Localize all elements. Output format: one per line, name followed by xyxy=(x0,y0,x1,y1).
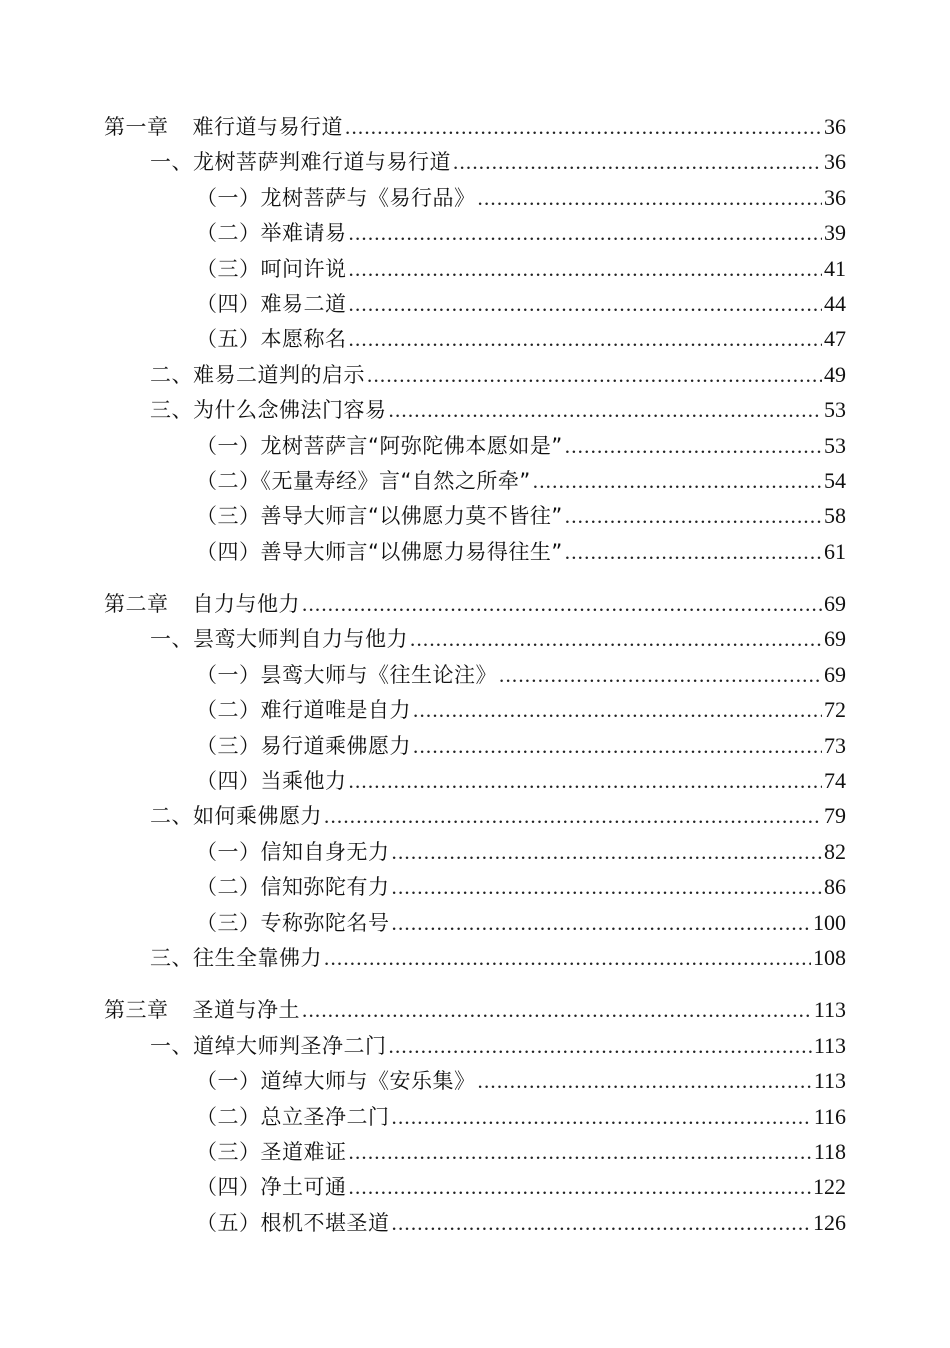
toc-entry-title xyxy=(196,1170,347,1205)
toc-subsection-entry xyxy=(0,1063,950,1098)
dot-leader xyxy=(478,1064,812,1099)
dot-leader xyxy=(413,729,822,764)
toc-entry-text: （三）呵问许说 xyxy=(196,256,347,281)
toc-page-number: 41 xyxy=(824,255,846,281)
toc-entry-title xyxy=(104,993,300,1028)
toc-entry-title xyxy=(196,1064,476,1099)
toc-page-number: 69 xyxy=(824,626,846,652)
toc-subsection-entry xyxy=(0,498,950,533)
toc-entry-title xyxy=(104,110,343,145)
toc-subsection-entry xyxy=(0,215,950,250)
toc-page-number: 74 xyxy=(824,768,846,794)
toc-entry-text: 三、往生全靠佛力 xyxy=(150,945,322,970)
toc-entry-text: 一、道绰大师判圣净二门 xyxy=(150,1033,387,1058)
toc-entry-title xyxy=(196,287,347,322)
toc-entry-title xyxy=(196,729,411,764)
dot-leader xyxy=(367,358,822,393)
toc-page-number: 69 xyxy=(824,591,846,617)
toc-entry-title xyxy=(150,393,387,428)
toc-entry-title xyxy=(150,145,451,180)
toc-page-number: 54 xyxy=(824,467,846,493)
toc-entry-text: 一、昙鸾大师判自力与他力 xyxy=(150,627,408,652)
toc-chapter-entry xyxy=(0,586,950,621)
toc-entry-title xyxy=(196,835,390,870)
dot-leader xyxy=(392,1206,812,1241)
toc-page-number: 100 xyxy=(813,909,846,935)
toc-page-number: 118 xyxy=(813,1138,846,1164)
dot-leader xyxy=(410,622,822,657)
toc-entry-text: （一）龙树菩萨与《易行品》 xyxy=(196,185,476,210)
toc-entry-text: （二）难行道唯是自力 xyxy=(196,698,411,723)
dot-leader xyxy=(392,870,823,905)
toc-subsection-entry xyxy=(0,905,950,940)
toc-entry-text: 一、龙树菩萨判难行道与易行道 xyxy=(150,150,451,175)
toc-page-number: 113 xyxy=(813,997,846,1023)
toc-entry-text: （三）易行道乘佛愿力 xyxy=(196,733,411,758)
toc-entry-text: 二、难易二道判的启示 xyxy=(150,362,365,387)
toc-entry-text: （四）当乘他力 xyxy=(196,769,347,794)
toc-subsection-entry xyxy=(0,180,950,215)
toc-entry-text: （三）圣道难证 xyxy=(196,1139,347,1164)
toc-entry-title xyxy=(196,906,390,941)
dot-leader xyxy=(302,993,812,1028)
toc-entry-title xyxy=(196,870,390,905)
toc-entry-text: （一）信知自身无力 xyxy=(196,839,390,864)
toc-section-entry xyxy=(0,940,950,975)
dot-leader xyxy=(453,145,822,180)
toc-entry-text: （五）本愿称名 xyxy=(196,327,347,352)
toc-entry-title xyxy=(196,1206,390,1241)
toc-subsection-entry xyxy=(0,692,950,727)
dot-leader xyxy=(389,1029,812,1064)
dot-leader xyxy=(349,252,823,287)
toc-entry-text: （三）善导大师言“以佛愿力莫不皆往” xyxy=(196,504,563,529)
dot-leader xyxy=(392,1100,812,1135)
toc-subsection-entry xyxy=(0,428,950,463)
toc-chapter-number: 第三章 xyxy=(104,998,169,1023)
toc-entry-text: （一）昙鸾大师与《往生论注》 xyxy=(196,662,497,687)
toc-subsection-entry xyxy=(0,463,950,498)
toc-entry-title xyxy=(196,1135,347,1170)
toc-page-number: 113 xyxy=(813,1032,846,1058)
toc-page-number: 72 xyxy=(824,697,846,723)
toc-subsection-entry xyxy=(0,1099,950,1134)
toc-subsection-entry xyxy=(0,763,950,798)
toc-page-number: 47 xyxy=(824,326,846,352)
dot-leader xyxy=(302,587,822,622)
toc-page-number: 36 xyxy=(824,114,846,139)
dot-leader xyxy=(349,216,823,251)
dot-leader xyxy=(345,110,822,145)
toc-entry-text: （四）善导大师言“以佛愿力易得往生” xyxy=(196,539,563,564)
dot-leader xyxy=(349,1135,812,1170)
toc-subsection-entry xyxy=(0,1169,950,1204)
dot-leader xyxy=(349,764,823,799)
dot-leader xyxy=(565,535,822,570)
toc-chapter-entry xyxy=(0,992,950,1027)
dot-leader xyxy=(324,799,822,834)
toc-page-number: 86 xyxy=(824,874,846,900)
toc-entry-title xyxy=(196,429,563,464)
toc-page-number: 82 xyxy=(824,838,846,864)
toc-entry-text: （五）根机不堪圣道 xyxy=(196,1210,390,1235)
dot-leader xyxy=(349,1170,812,1205)
toc-subsection-entry xyxy=(0,869,950,904)
toc-entry-title xyxy=(150,799,322,834)
toc-subsection-entry xyxy=(0,534,950,569)
toc-page-number: 44 xyxy=(824,290,846,316)
toc-section-entry xyxy=(0,144,950,179)
toc-entry-text: （四）净土可通 xyxy=(196,1175,347,1200)
toc-entry-text: （三）专称弥陀名号 xyxy=(196,910,390,935)
toc-subsection-entry xyxy=(0,321,950,356)
toc-entry-title xyxy=(196,252,347,287)
toc-chapter-number: 第一章 xyxy=(104,115,169,139)
toc-page-number: 113 xyxy=(813,1068,846,1094)
toc-entry-title xyxy=(196,216,347,251)
toc-entry-text: 三、为什么念佛法门容易 xyxy=(150,398,387,423)
dot-leader xyxy=(389,393,823,428)
toc-section-entry xyxy=(0,1028,950,1063)
toc-entry-text: 难行道与易行道 xyxy=(192,115,343,139)
dot-leader xyxy=(565,499,822,534)
toc-entry-title xyxy=(150,941,322,976)
toc-entry-text: 圣道与净土 xyxy=(192,998,300,1023)
toc-page-number: 36 xyxy=(824,149,846,175)
toc-entry-title xyxy=(196,464,531,499)
toc-entry-text: （一）道绰大师与《安乐集》 xyxy=(196,1069,476,1094)
toc-page-number: 122 xyxy=(813,1174,846,1200)
toc-entry-title xyxy=(104,587,300,622)
toc-page-number: 108 xyxy=(813,944,846,970)
dot-leader xyxy=(392,835,823,870)
toc-entry-title xyxy=(196,181,476,216)
toc-page-number: 116 xyxy=(813,1103,846,1129)
toc-chapter-entry xyxy=(0,109,950,144)
toc-page-number: 61 xyxy=(824,538,846,564)
dot-leader xyxy=(349,287,823,322)
toc-subsection-entry xyxy=(0,834,950,869)
toc-page-number: 36 xyxy=(824,184,846,210)
toc-section-entry xyxy=(0,621,950,656)
toc-subsection-entry xyxy=(0,1134,950,1169)
dot-leader xyxy=(392,906,812,941)
dot-leader xyxy=(499,658,822,693)
toc-subsection-entry xyxy=(0,1205,950,1240)
toc-entry-title xyxy=(196,499,563,534)
toc-page-number: 126 xyxy=(813,1209,846,1235)
toc-entry-text: （二）信知弥陀有力 xyxy=(196,875,390,900)
toc-page-number: 69 xyxy=(824,661,846,687)
dot-leader xyxy=(349,322,823,357)
toc-entry-text: 二、如何乘佛愿力 xyxy=(150,804,322,829)
toc-section-entry xyxy=(0,357,950,392)
toc-page-number: 58 xyxy=(824,503,846,529)
dot-leader xyxy=(413,693,822,728)
toc-page-number: 53 xyxy=(824,397,846,423)
toc-subsection-entry xyxy=(0,286,950,321)
toc-page-number: 53 xyxy=(824,432,846,458)
dot-leader xyxy=(324,941,811,976)
toc-entry-text: （二）总立圣净二门 xyxy=(196,1104,390,1129)
toc-entry-title xyxy=(196,764,347,799)
dot-leader xyxy=(533,464,822,499)
toc-page-number: 79 xyxy=(824,803,846,829)
toc-section-entry xyxy=(0,798,950,833)
toc-page-number: 39 xyxy=(824,220,846,246)
toc-entry-text: （四）难易二道 xyxy=(196,291,347,316)
table-of-contents xyxy=(0,109,950,1240)
toc-entry-text: （一）龙树菩萨言“阿弥陀佛本愿如是” xyxy=(196,433,563,458)
toc-page-number: 73 xyxy=(824,732,846,758)
toc-entry-text: （二）《无量寿经》言“自然之所牵” xyxy=(196,468,531,493)
toc-entry-title xyxy=(150,1029,387,1064)
toc-entry-title xyxy=(150,622,408,657)
toc-entry-title xyxy=(196,535,563,570)
toc-entry-title xyxy=(196,322,347,357)
toc-subsection-entry xyxy=(0,728,950,763)
toc-entry-text: 自力与他力 xyxy=(192,592,300,617)
toc-section-entry xyxy=(0,392,950,427)
dot-leader xyxy=(478,181,823,216)
toc-chapter-number: 第二章 xyxy=(104,592,169,617)
toc-entry-title xyxy=(196,693,411,728)
toc-page-number: 49 xyxy=(824,361,846,387)
toc-entry-title xyxy=(196,658,497,693)
toc-subsection-entry xyxy=(0,657,950,692)
dot-leader xyxy=(565,429,822,464)
toc-entry-text: （二）举难请易 xyxy=(196,221,347,246)
toc-entry-title xyxy=(196,1100,390,1135)
toc-subsection-entry xyxy=(0,251,950,286)
toc-entry-title xyxy=(150,358,365,393)
